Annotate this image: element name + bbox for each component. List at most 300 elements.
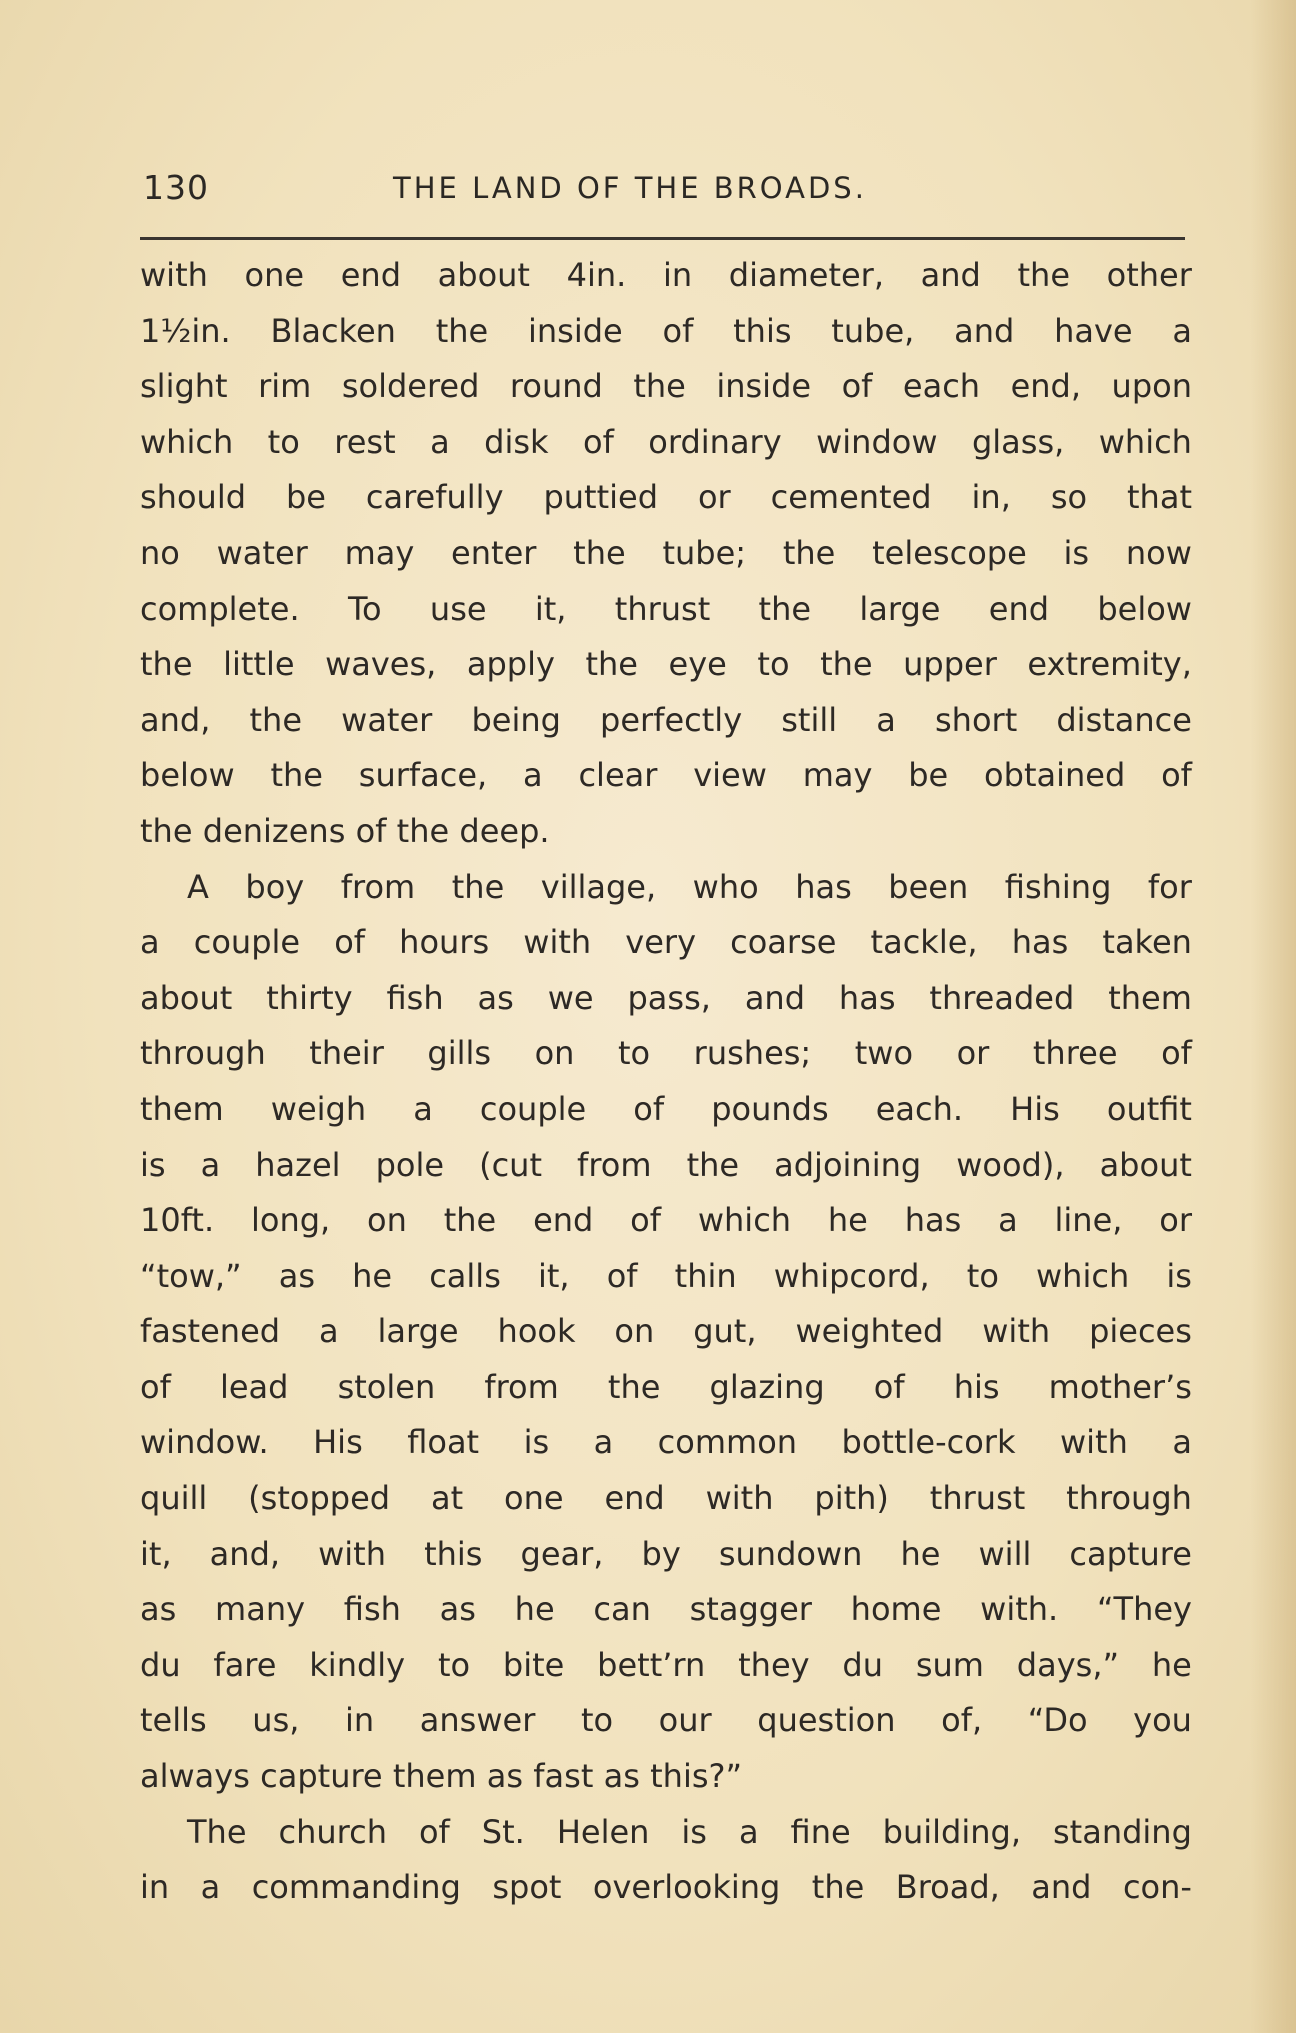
word: “They <box>1096 1590 1192 1629</box>
word: other <box>1106 256 1192 294</box>
word: which <box>697 1201 792 1240</box>
word: rim <box>258 367 312 406</box>
text-line <box>140 1034 1192 1090</box>
word: “Do <box>1027 1701 1088 1740</box>
text-line <box>140 1201 1192 1257</box>
word: is <box>681 1812 707 1851</box>
word: question <box>757 1701 896 1740</box>
word: 10ft. <box>140 1201 215 1240</box>
word: through <box>140 1034 266 1073</box>
word: them <box>140 1089 224 1128</box>
word: the <box>396 811 450 850</box>
word: he <box>514 1590 555 1629</box>
word: gills <box>427 1034 492 1073</box>
word: the <box>435 311 489 350</box>
word: many <box>215 1590 306 1629</box>
word: pass, <box>627 978 711 1017</box>
word: adjoining <box>774 1145 922 1184</box>
word: thin <box>674 1256 737 1295</box>
word: a <box>318 1312 339 1351</box>
text-line <box>140 756 1192 812</box>
text-line <box>140 923 1192 979</box>
word: con- <box>1122 1868 1192 1907</box>
word: or <box>1159 1201 1192 1240</box>
word: slight <box>140 367 228 406</box>
word: it, <box>534 589 567 628</box>
word: eye <box>668 645 727 684</box>
word: deep. <box>459 811 550 850</box>
word: home <box>850 1590 942 1629</box>
word: a <box>140 923 160 962</box>
word: weigh <box>270 1089 367 1128</box>
word: this?” <box>650 1757 743 1796</box>
word: hazel <box>255 1145 341 1184</box>
text-line <box>140 534 1192 590</box>
word: bite <box>502 1645 565 1684</box>
word: the <box>585 645 638 684</box>
page-number: 130 <box>143 168 209 207</box>
word: on <box>534 1034 575 1073</box>
word: distance <box>1056 700 1192 739</box>
word: 1½in. <box>140 311 231 350</box>
word: with <box>523 923 592 962</box>
word: whipcord, <box>773 1256 930 1295</box>
word: who <box>692 867 759 906</box>
word: denizens <box>202 811 346 850</box>
word: boy <box>245 867 305 906</box>
word: us, <box>252 1701 300 1740</box>
word: a <box>200 1145 221 1184</box>
word: one <box>504 1479 564 1518</box>
word: end <box>340 256 401 294</box>
word: it, <box>140 1534 172 1573</box>
word: couple <box>193 923 301 962</box>
word: each. <box>875 1089 964 1128</box>
word: inside <box>527 311 623 350</box>
word: of <box>334 923 366 962</box>
word: of <box>662 311 694 350</box>
word: To <box>347 589 382 628</box>
text-line <box>140 868 1192 924</box>
word: pounds <box>711 1089 829 1128</box>
word: commanding <box>251 1868 461 1907</box>
word: of <box>633 1089 665 1128</box>
word: overlooking <box>592 1868 781 1907</box>
word: on <box>367 1201 407 1240</box>
word: tells <box>140 1701 207 1740</box>
word: always <box>140 1757 250 1796</box>
word: pole <box>375 1145 445 1184</box>
word: to <box>437 1645 471 1684</box>
word: quill <box>140 1479 208 1518</box>
word: to <box>267 422 300 461</box>
text-line <box>140 423 1192 479</box>
word: hook <box>497 1312 576 1351</box>
word: about <box>437 256 530 294</box>
word: mother’s <box>1048 1367 1192 1406</box>
word: they <box>738 1645 810 1684</box>
word: stagger <box>689 1590 812 1629</box>
text-line <box>140 1257 1192 1313</box>
word: obtained <box>984 756 1126 795</box>
word: short <box>935 700 1018 739</box>
word: taken <box>1102 923 1192 962</box>
word: end <box>604 1479 665 1518</box>
word: fish <box>386 978 444 1017</box>
word: has <box>795 867 852 906</box>
word: about <box>140 978 233 1017</box>
word: du <box>842 1645 883 1684</box>
word: our <box>658 1701 712 1740</box>
word: with <box>318 1534 386 1573</box>
word: thrust <box>929 1479 1026 1518</box>
word: a <box>876 700 896 739</box>
word: the <box>758 589 812 628</box>
word: church <box>278 1812 387 1851</box>
word: three <box>1032 1034 1118 1073</box>
word: (cut <box>479 1145 542 1184</box>
word: perfectly <box>600 700 743 739</box>
word: should <box>140 478 247 517</box>
word: pith) <box>814 1479 889 1518</box>
word: His <box>1010 1089 1060 1128</box>
word: fastened <box>140 1312 281 1351</box>
word: threaded <box>929 978 1075 1017</box>
word: sundown <box>718 1534 863 1573</box>
text-line <box>140 812 1192 868</box>
word: clear <box>578 756 658 795</box>
text-line <box>140 1090 1192 1146</box>
word: Blacken <box>270 311 396 350</box>
word: 4in. <box>566 256 627 294</box>
text-line <box>140 645 1192 701</box>
word: in <box>345 1701 375 1740</box>
word: of <box>418 1812 450 1851</box>
word: as <box>278 1256 316 1295</box>
word: carefully <box>365 478 504 517</box>
word: to <box>618 1034 651 1073</box>
word: to <box>966 1256 999 1295</box>
word: and <box>744 978 806 1017</box>
word: window. <box>140 1423 269 1462</box>
word: be <box>285 478 326 517</box>
text-line <box>140 1646 1192 1702</box>
word: this <box>733 311 792 350</box>
text-line <box>140 256 1192 312</box>
word: the <box>811 1868 865 1907</box>
word: standing <box>1052 1812 1192 1851</box>
word: the <box>451 867 505 906</box>
text-line <box>140 1590 1192 1646</box>
word: and <box>920 256 981 294</box>
word: can <box>593 1590 651 1629</box>
word: apply <box>466 645 555 684</box>
word: the <box>820 645 873 684</box>
word: tackle, <box>870 923 978 962</box>
word: for <box>1147 867 1192 906</box>
word: and <box>954 311 1015 350</box>
word: disk <box>484 422 549 461</box>
word: no <box>140 533 180 572</box>
word: the <box>782 533 836 572</box>
word: has <box>1011 923 1069 962</box>
word: on <box>614 1312 655 1351</box>
word: of <box>140 1367 171 1406</box>
word: still <box>781 700 838 739</box>
word: extremity, <box>1027 645 1192 684</box>
word: from <box>484 1367 559 1406</box>
word: their <box>309 1034 384 1073</box>
running-header <box>143 168 1188 218</box>
word: glazing <box>709 1367 825 1406</box>
word: cemented <box>770 478 932 517</box>
word: waves, <box>325 645 437 684</box>
word: enter <box>451 533 537 572</box>
word: bottle-cork <box>841 1423 1016 1462</box>
word: with <box>982 1312 1051 1351</box>
word: about <box>1099 1145 1192 1184</box>
word: village, <box>540 867 657 906</box>
word: by <box>641 1534 681 1573</box>
word: the <box>443 1201 497 1240</box>
word: of <box>582 422 614 461</box>
word: the <box>686 1145 740 1184</box>
word: of <box>1161 756 1192 795</box>
word: rushes; <box>693 1034 812 1073</box>
word: to <box>580 1701 614 1740</box>
word: this <box>424 1534 483 1573</box>
word: kindly <box>309 1645 406 1684</box>
word: the <box>607 1367 661 1406</box>
word: fare <box>213 1645 277 1684</box>
word: is <box>140 1145 166 1184</box>
word: his <box>953 1367 1000 1406</box>
word: glass, <box>971 422 1065 461</box>
page-edge-shadow <box>1250 0 1296 2033</box>
word: he <box>1151 1645 1192 1684</box>
word: may <box>344 533 415 572</box>
word: the <box>270 756 323 795</box>
body-text <box>140 256 1192 1924</box>
word: sum <box>915 1645 984 1684</box>
word: with <box>1059 1423 1128 1462</box>
text-line <box>140 1368 1192 1424</box>
word: he <box>900 1534 941 1573</box>
word: fishing <box>1004 867 1112 906</box>
word: is <box>1166 1256 1192 1295</box>
word: as <box>439 1590 476 1629</box>
word: through <box>1066 1479 1192 1518</box>
word: a <box>1172 311 1192 350</box>
text-line <box>140 1423 1192 1479</box>
word: the <box>1017 256 1070 294</box>
word: at <box>430 1479 464 1518</box>
word: answer <box>419 1701 536 1740</box>
word: the <box>573 533 626 572</box>
word: so <box>1050 478 1088 517</box>
word: as <box>603 1757 640 1796</box>
word: water <box>216 533 308 572</box>
word: he <box>352 1256 393 1295</box>
text-line <box>140 701 1192 757</box>
word: he <box>827 1201 868 1240</box>
word: bett’rn <box>597 1645 706 1684</box>
word: each <box>902 367 981 406</box>
text-line <box>140 979 1192 1035</box>
word: view <box>693 756 767 795</box>
word: His <box>313 1423 363 1462</box>
text-line <box>140 1868 1192 1924</box>
word: below <box>1097 589 1192 628</box>
word: lead <box>219 1367 289 1406</box>
word: thirty <box>266 978 353 1017</box>
word: The <box>187 1812 247 1851</box>
word: being <box>471 700 561 739</box>
word: weighted <box>795 1312 944 1351</box>
word: diameter, <box>728 256 884 294</box>
word: from <box>577 1145 652 1184</box>
word: as <box>486 1757 524 1796</box>
running-title: THE LAND OF THE BROADS. <box>393 171 867 205</box>
word: A <box>187 867 209 906</box>
word: is <box>523 1423 550 1462</box>
text-line <box>140 478 1192 534</box>
word: large <box>859 589 941 628</box>
word: and, <box>209 1534 281 1573</box>
word: common <box>657 1423 798 1462</box>
text-line <box>140 367 1192 423</box>
word: gear, <box>520 1534 604 1573</box>
word: in <box>140 1868 170 1907</box>
word: of <box>841 367 873 406</box>
word: rest <box>334 422 396 461</box>
word: with <box>705 1479 774 1518</box>
text-line <box>140 312 1192 368</box>
word: in <box>662 256 693 294</box>
word: inside <box>716 367 812 406</box>
word: in, <box>971 478 1011 517</box>
word: stolen <box>337 1367 436 1406</box>
word: and, <box>140 700 211 739</box>
word: a <box>200 1868 221 1907</box>
word: telescope <box>872 533 1027 572</box>
word: capture <box>1069 1534 1192 1573</box>
text-line <box>140 1312 1192 1368</box>
word: “tow,” <box>140 1256 242 1295</box>
text-line <box>140 1701 1192 1757</box>
word: calls <box>429 1256 501 1295</box>
word: of <box>355 811 387 850</box>
word: surface, <box>358 756 488 795</box>
word: of <box>606 1256 638 1295</box>
word: been <box>888 867 969 906</box>
word: them <box>392 1757 477 1796</box>
word: end, <box>1010 367 1082 406</box>
word: have <box>1054 311 1133 350</box>
word: building, <box>882 1812 1021 1851</box>
word: tube, <box>831 311 915 350</box>
text-line <box>140 1813 1192 1869</box>
word: tube; <box>662 533 747 572</box>
word: will <box>978 1534 1032 1573</box>
word: a <box>523 756 543 795</box>
text-line <box>140 1757 1192 1813</box>
word: and <box>1031 1868 1092 1907</box>
word: use <box>429 589 487 628</box>
word: may <box>802 756 873 795</box>
word: soldered <box>341 367 480 406</box>
word: window <box>816 422 938 461</box>
word: which <box>1036 1256 1130 1295</box>
word: two <box>854 1034 914 1073</box>
word: you <box>1133 1701 1192 1740</box>
word: it, <box>537 1256 570 1295</box>
word: wood), <box>956 1145 1065 1184</box>
word: has <box>838 978 896 1017</box>
word: as <box>140 1590 177 1629</box>
word: we <box>547 978 594 1017</box>
word: spot <box>492 1868 562 1907</box>
word: Helen <box>556 1812 650 1851</box>
text-line <box>140 1535 1192 1591</box>
word: now <box>1125 533 1192 572</box>
word: the <box>633 367 686 406</box>
word: gut, <box>693 1312 757 1351</box>
word: from <box>340 867 416 906</box>
word: end <box>533 1201 594 1240</box>
word: complete. <box>140 589 300 628</box>
word: upon <box>1111 367 1192 406</box>
word: fish <box>343 1590 401 1629</box>
header-rule <box>140 237 1185 240</box>
text-line <box>140 1146 1192 1202</box>
word: little <box>223 645 295 684</box>
word: upper <box>903 645 997 684</box>
word: outfit <box>1106 1089 1192 1128</box>
text-line <box>140 590 1192 646</box>
word: fine <box>790 1812 851 1851</box>
word: du <box>140 1645 181 1684</box>
word: with <box>140 256 208 294</box>
word: coarse <box>730 923 837 962</box>
word: (stopped <box>248 1479 391 1518</box>
word: a <box>593 1423 614 1462</box>
word: of <box>630 1201 662 1240</box>
word: a <box>738 1812 759 1851</box>
word: days,” <box>1016 1645 1120 1684</box>
word: the <box>140 645 193 684</box>
word: one <box>244 256 305 294</box>
word: is <box>1063 533 1090 572</box>
word: very <box>625 923 696 962</box>
word: of <box>1161 1034 1192 1073</box>
word: or <box>956 1034 990 1073</box>
word: puttied <box>543 478 659 517</box>
word: capture <box>260 1757 383 1796</box>
word: of <box>873 1367 905 1406</box>
word: Broad, <box>895 1868 1000 1907</box>
word: which <box>140 422 234 461</box>
word: round <box>509 367 603 406</box>
word: the <box>140 811 193 850</box>
word: fast <box>533 1757 594 1796</box>
word: with. <box>980 1590 1059 1629</box>
word: be <box>908 756 949 795</box>
word: them <box>1108 978 1192 1017</box>
word: to <box>757 645 790 684</box>
word: below <box>140 756 235 795</box>
word: a <box>430 422 450 461</box>
